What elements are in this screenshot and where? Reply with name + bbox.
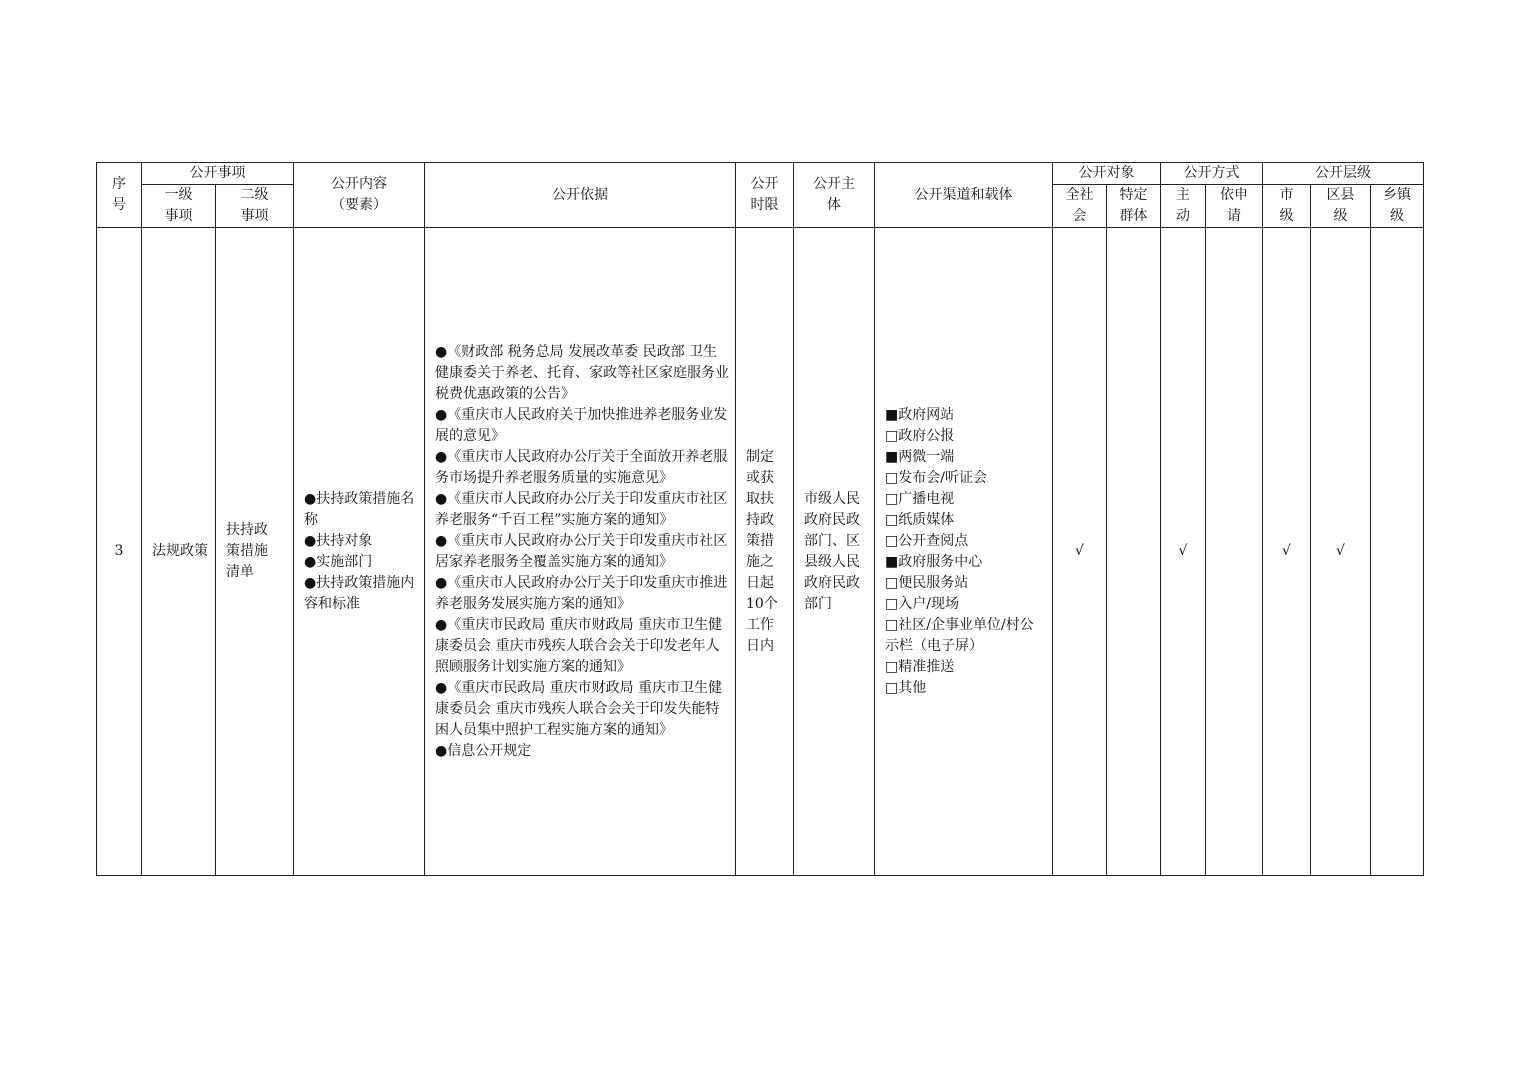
header-method-apply: 依申请 bbox=[1206, 185, 1263, 228]
content-item: ●扶持政策措施名称 bbox=[304, 490, 415, 528]
header-basis: 公开依据 bbox=[425, 163, 736, 228]
header-content: 公开内容（要素） bbox=[294, 163, 425, 228]
cell-method-apply bbox=[1206, 228, 1263, 876]
basis-item: ●《重庆市人民政府办公厅关于全面放开养老服务市场提升养老服务质量的实施意见》 bbox=[435, 448, 728, 486]
basis-item: ●《重庆市民政局 重庆市财政局 重庆市卫生健康委员会 重庆市残疾人联合会关于印发老年人照顾服务计划实施方案的通知》 bbox=[435, 616, 723, 675]
cell-channels bbox=[875, 228, 1053, 876]
channel-item: □社区/企事业单位/村公示栏（电子屏） bbox=[885, 616, 1034, 654]
basis-item: ●《重庆市人民政府关于加快推进养老服务业发展的意见》 bbox=[435, 406, 728, 444]
header-level2: 二级事项 bbox=[216, 185, 294, 228]
channel-item: □其他 bbox=[885, 679, 927, 696]
table-row bbox=[97, 228, 1424, 876]
cell-level-county: √ bbox=[1311, 228, 1371, 876]
disclosure-table bbox=[96, 162, 1424, 876]
cell-method-active: √ bbox=[1161, 228, 1206, 876]
basis-item: ●《重庆市人民政府办公厅关于印发重庆市社区养老服务“千百工程”实施方案的通知》 bbox=[435, 490, 728, 528]
header-level-county: 区县级 bbox=[1311, 185, 1371, 228]
channel-item: ■政府服务中心 bbox=[885, 553, 983, 570]
channel-item: □纸质媒体 bbox=[885, 511, 955, 528]
channel-item: □入户/现场 bbox=[885, 595, 959, 612]
header-level1: 一级事项 bbox=[142, 185, 216, 228]
header-channel: 公开渠道和载体 bbox=[875, 163, 1053, 228]
cell-content bbox=[294, 228, 425, 876]
content-item: ●实施部门 bbox=[304, 553, 373, 570]
cell-level1: 法规政策 bbox=[142, 228, 216, 876]
cell-basis bbox=[425, 228, 736, 876]
channel-item: ■政府网站 bbox=[885, 406, 955, 423]
basis-item: ●信息公开规定 bbox=[435, 742, 532, 759]
cell-target-all: √ bbox=[1053, 228, 1107, 876]
cell-subject: 市级人民政府民政部门、区县级人民政府民政部门 bbox=[794, 228, 875, 876]
channel-item: □公开查阅点 bbox=[885, 532, 969, 549]
header-level-city: 市级 bbox=[1263, 185, 1311, 228]
cell-seq: 3 bbox=[97, 228, 142, 876]
header-method: 公开方式 bbox=[1161, 163, 1263, 185]
header-level-town: 乡镇级 bbox=[1371, 185, 1424, 228]
cell-level-city: √ bbox=[1263, 228, 1311, 876]
basis-item: ●《重庆市人民政府办公厅关于印发重庆市社区居家养老服务全覆盖实施方案的通知》 bbox=[435, 532, 728, 570]
content-item: ●扶持对象 bbox=[304, 532, 373, 549]
header-level: 公开层级 bbox=[1263, 163, 1424, 185]
header-deadline: 公开时限 bbox=[736, 163, 794, 228]
header-items: 公开事项 bbox=[142, 163, 294, 185]
basis-item: ●《重庆市民政局 重庆市财政局 重庆市卫生健康委员会 重庆市残疾人联合会关于印发失能特困人员集中照护工程实施方案的通知》 bbox=[435, 679, 723, 738]
channel-item: □广播电视 bbox=[885, 490, 955, 507]
channel-item: □政府公报 bbox=[885, 427, 955, 444]
cell-target-group bbox=[1107, 228, 1161, 876]
basis-item: ●《重庆市人民政府办公厅关于印发重庆市推进养老服务发展实施方案的通知》 bbox=[435, 574, 728, 612]
channel-item: ■两微一端 bbox=[885, 448, 955, 465]
content-item: ●扶持政策措施内容和标准 bbox=[304, 574, 415, 612]
cell-level2: 扶持政策措施清单 bbox=[216, 228, 294, 876]
header-target-all: 全社会 bbox=[1053, 185, 1107, 228]
header-subject: 公开主体 bbox=[794, 163, 875, 228]
header-target-group: 特定群体 bbox=[1107, 185, 1161, 228]
header-method-active: 主动 bbox=[1161, 185, 1206, 228]
cell-deadline: 制定或获取扶持政策措施之日起10个工作日内 bbox=[736, 228, 794, 876]
basis-item: ●《财政部 税务总局 发展改革委 民政部 卫生健康委关于养老、托育、家政等社区家庭服务业税费优惠政策的公告》 bbox=[435, 343, 729, 402]
channel-item: □便民服务站 bbox=[885, 574, 969, 591]
channel-item: □精准推送 bbox=[885, 658, 955, 675]
channel-item: □发布会/听证会 bbox=[885, 469, 987, 486]
header-target: 公开对象 bbox=[1053, 163, 1161, 185]
header-seq: 序号 bbox=[97, 163, 142, 228]
cell-level-town bbox=[1371, 228, 1424, 876]
